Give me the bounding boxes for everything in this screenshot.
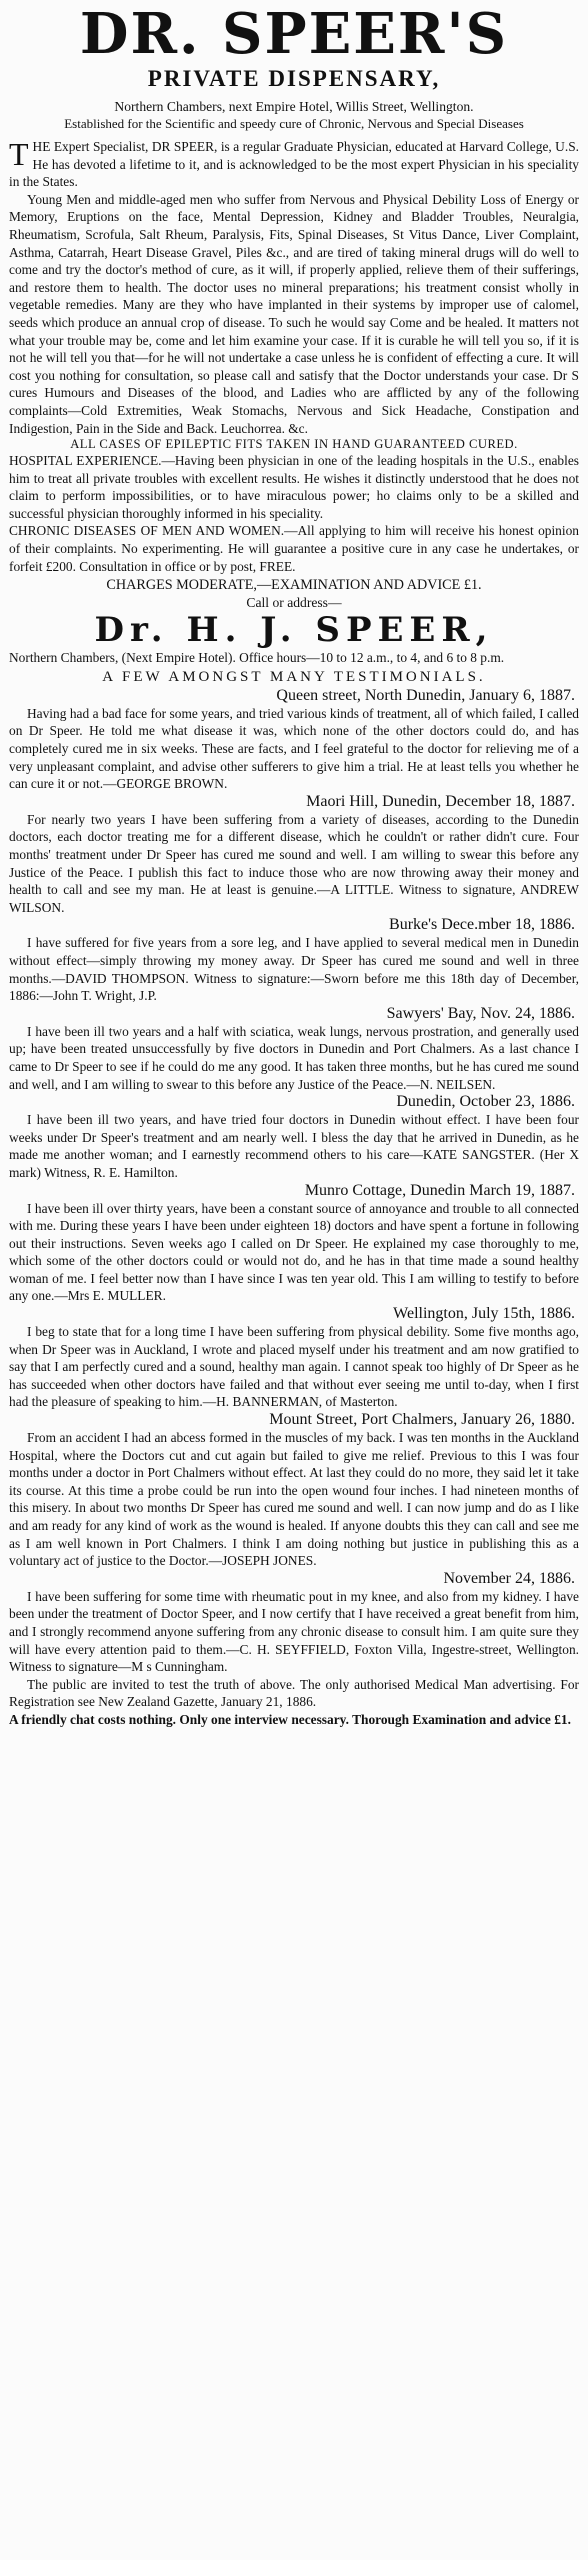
testimonial-text: I beg to state that for a long time I have been suffering from physical debility. Some five months ago, when Dr Speer was in Auckland, I wrote and placed myself under his treatment and am now gratified to say that I am perfectly cured and a sound, healthy man again. I cannot speak too highly of Dr Speer as he has succeeded when other doctors have failed and that without ever seeing me until to-day, when I first had the pleasure of speaking to him.—H. BANNERMAN, of Masterton. xyxy=(9,1324,579,1410)
testimonial-text: I have been ill two years, and have tried four doctors in Dunedin without effect. I have been four weeks under Dr Speer's treatment and am nearly well. I bless the day that he arrived in Dunedin, as he made me another woman; and I earnestly recommend others to his care—KATE SANGSTER. (Her X mark) Witness, R. E. Hamilton. xyxy=(9,1112,579,1180)
testimonial-place: Maori Hill, Dunedin, December 18, 1887. xyxy=(306,792,575,810)
testimonial-place: Mount Street, Port Chalmers, January 26, 1880. xyxy=(269,1411,575,1429)
call-or-address: Call or address— xyxy=(246,595,342,611)
testimonial-text: I have been suffering for some time with rheumatic pout in my knee, and also from my kidney. I have been under the treatment of Doctor Speer, and I now certify that I have received a great benefit from him, and I strongly recommend anyone suffering from any chronic disease to consult him. I am quite sure they will have every attention paid to them.—C. H. SEYFFIELD, Foxton Villa, Ingestre-street, Wellington. Witness to signature—M s Cunningham. xyxy=(9,1588,579,1675)
testimonial-text: Having had a bad face for some years, and tried various kinds of treatment, all of which failed, I called on Dr Speer. He told me what disease it was, which none of the other doctors could do, and has completely cured me in six weeks. These are facts, and I feel grateful to the doctor for relieving me of a very unpleasant complaint, and advise other sufferers to give him a trial. He at least tells you whether he can cure it or not.—GEORGE BROWN. xyxy=(9,705,579,792)
testimonial-place: Burke's Dece.mber 18, 1886. xyxy=(389,916,575,934)
testimonial xyxy=(9,1005,579,1093)
advertisement xyxy=(9,0,579,1729)
testimonial-place: Wellington, July 15th, 1886. xyxy=(393,1305,575,1323)
intro-text: HE Expert Specialist, DR SPEER, is a regular Graduate Physician, educated at Harvard College, U.S. He has devoted a lifetime to it, and is acknowledged to be the most expert Physician in his speciality in the States. xyxy=(9,139,579,190)
testimonial-text: I have suffered for five years from a sore leg, and I have applied to several medical men in Dunedin without effect—simply throwing my money away. Dr Speer has cured me sound and well in three months.—DAVID THOMPSON. Witness to signature:—Sworn before me this 18th day of December, 1886:—John T. Wright, J.P. xyxy=(9,935,579,1004)
testimonial-place: Dunedin, October 23, 1886. xyxy=(396,1093,575,1111)
address: Northern Chambers, next Empire Hotel, Willis Street, Wellington. xyxy=(114,99,474,114)
testimonial xyxy=(9,1570,579,1676)
ad-subtitle: PRIVATE DISPENSARY, xyxy=(147,66,441,91)
chronic-paragraph: CHRONIC DISEASES OF MEN AND WOMEN.—All applying to him will receive his honest opinion of their complaints. No experimenting. He will guarantee a positive cure in any case he undertakes, or forfeit £200. Consultation in office or by post, FREE. xyxy=(9,523,579,574)
testimonial xyxy=(9,1305,579,1411)
testimonial xyxy=(9,1182,579,1306)
testimonial-place: Queen street, North Dunedin, January 6, 1887. xyxy=(276,686,575,704)
hospital-paragraph: HOSPITAL EXPERIENCE.—Having been physician in one of the leading hospitals in the U.S., enables him to treat all private troubles with excellent results. He wishes it distinctly understood that he does not claim to perform impossibilities, or to have miraculous power; ho claims only to be a skilled and successful physician thoroughly informed in his speciality. xyxy=(9,453,579,521)
intro-paragraph xyxy=(9,138,579,191)
testimonials-title: A FEW AMONGST MANY TESTIMONIALS. xyxy=(102,668,486,685)
testimonial xyxy=(9,687,579,793)
testimonial-text: For nearly two years I have been suffering from a variety of diseases, according to the Dunedin doctors, each doctor treating me for a different disease, which he couldn't or rather didn't cure. Four months' treatment under Dr Speer has cured me sound and well. I am willing to swear this before any Justice of the Peace. I publish this fact to induce those who are now throwing away their money and health to call and see my man. He at least is genuine.—A LITTLE. Witness to signature, ANDREW WILSON. xyxy=(9,811,579,915)
testimonial-place: Munro Cottage, Dunedin March 19, 1887. xyxy=(304,1181,575,1199)
testimonial-place: November 24, 1886. xyxy=(443,1569,575,1587)
ad-title: DR. SPEER'S xyxy=(79,1,509,67)
office-hours: Northern Chambers, (Next Empire Hotel). Office hours—10 to 12 a.m., to 4, and 6 to 8 p.m. xyxy=(9,650,505,666)
epileptic-notice: ALL CASES OF EPILEPTIC FITS TAKEN IN HAND GUARANTEED CURED. xyxy=(70,437,518,452)
doctor-name: Dr. H. J. SPEER, xyxy=(94,610,494,651)
conditions-paragraph: Young Men and middle-aged men who suffer from Nervous and Physical Debility Loss of Energy or Memory, Eruptions on the face, Mental Depression, Kidney and Bladder Troubles, Neuralgia, Rheumatism, Scrofula, Salt Rheum, Paralysis, Fits, Spinal Diseases, St Vitus Dance, Liver Complaint, Asthma, Catarrah, Heart Disease Gravel, Piles &c., and are tired of taking mineral drugs will do well to come and try the doctor's method of cure, as it will, if properly applied, relieve them of their sufferings, and restore them to health. The doctor uses no mineral preparations; his treatment consist wholly in vegetable remedies. Many are they who have implanted in their systems by improper use of calomel, seeds which produce an annual crop of disease. To such he would say Come and be healed. It matters not what your trouble may be, come and let him examine your case. If it is curable he will tell you so, if it is not he will tell you that—for he will not undertake a case unless he is confident of effecting a cure. It will cost you nothing for consultation, so please call and satisfy that the Doctor understands your case. Dr S cures Humours and Diseases of the blood, and Ladies who are afflicted by any of the following complaints—Cold Extremities, Weak Stomachs, Nervous and Sick Headache, Constipation and Indigestion, Pain in the Side and Back. Leuchorrea. &c. xyxy=(9,191,579,436)
testimonial-text: I have been ill two years and a half with sciatica, weak lungs, nervous prostration, and generally used up; have been treated unsuccessfully by five doctors in Dunedin and Port Chalmers. As a last chance I came to Dr Speer to see if he could do me any good. It has taken three months, but he has cured me sound and well, and I am willing to swear to this before any Justice of the Peace.—N. NEILSEN. xyxy=(9,1023,579,1092)
testimonial xyxy=(9,793,579,917)
testimonial xyxy=(9,916,579,1004)
testimonial-place: Sawyers' Bay, Nov. 24, 1886. xyxy=(386,1004,575,1022)
testimonial-text: From an accident I had an abcess formed in the muscles of my back. I was ten months in the Auckland Hospital, where the Doctors cut and cut again but failed to give me relief. Previous to this I was four months under a doctor in Port Chalmers without effect. At last they could do no more, they said let it take its course. At this time a probe could be run into the open wound four inches. I had nineteen months of this misery. In about two months Dr Speer has cured me sound and well. I can now jump and do as I like and am ready for any kind of work as the wound is healed. If anyone doubts this they can call and see me as I am well known in Port Chalmers. I think I am doing nothing but justice in publishing this as a voluntary act of justice to the Doctor.—JOSEPH JONES. xyxy=(9,1430,579,1569)
testimonial-text: I have been ill over thirty years, have been a constant source of annoyance and trouble to all connected with me. During these years I have been under eighteen 18) doctors and have spent a fortune in following out their instructions. Seven weeks ago I called on Dr Speer. He explained my case thoroughly to me, which some of the other doctors could or would not do, and he has in that time made a sound healthy woman of me. I feel better now than I have since I was ten year old. This I am willing to testify to before any one.—Mrs E. MULLER. xyxy=(9,1200,579,1304)
footer-closing: A friendly chat costs nothing. Only one interview necessary. Thorough Examination and advice £1. xyxy=(9,1711,571,1727)
testimonial xyxy=(9,1093,579,1181)
footer-paragraph: The public are invited to test the truth of above. The only authorised Medical Man advertising. For Registration see New Zealand Gazette, January 21, 1886. xyxy=(9,1676,579,1710)
dropcap: T xyxy=(9,136,29,172)
testimonial xyxy=(9,1411,579,1570)
established-line: Established for the Scientific and speedy cure of Chronic, Nervous and Special Diseases xyxy=(64,116,524,131)
charges-heading: CHARGES MODERATE,—EXAMINATION AND ADVICE £1. xyxy=(106,577,482,594)
